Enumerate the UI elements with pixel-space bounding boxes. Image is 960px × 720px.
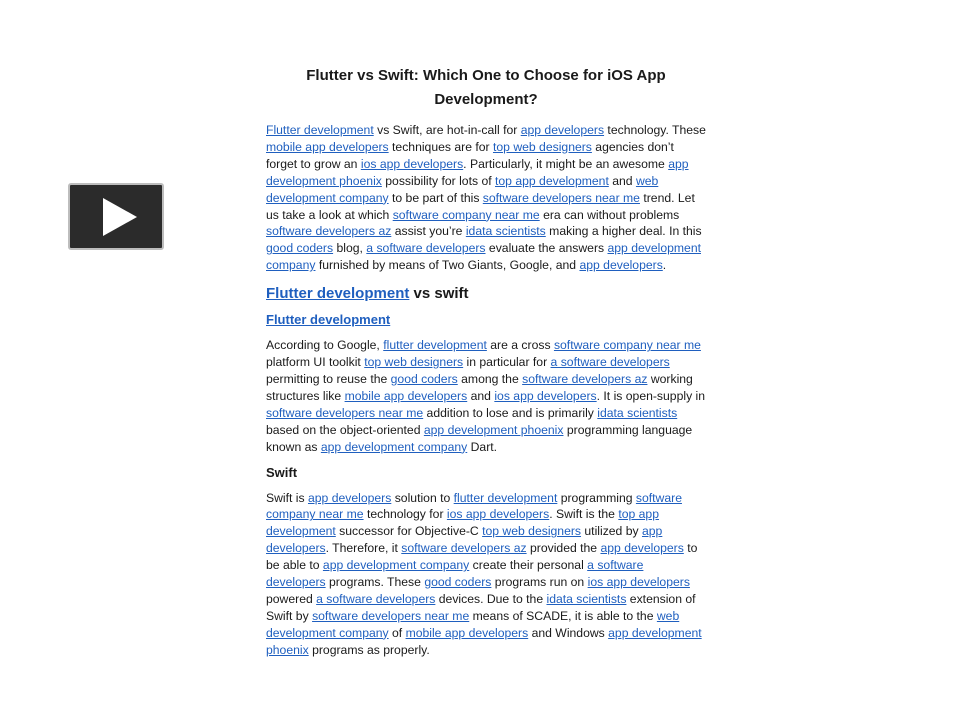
body-text: programming	[557, 490, 636, 505]
body-text: .	[662, 258, 667, 273]
text-link[interactable]: Flutter development	[266, 123, 374, 137]
text-link[interactable]: app development phoenix	[266, 625, 702, 657]
text-link[interactable]: app developers	[579, 258, 663, 273]
text-link[interactable]: software developers near me	[312, 608, 470, 623]
body-text: programs. These	[325, 575, 425, 590]
body-text: technology. These	[604, 123, 706, 137]
text-link[interactable]: flutter development	[383, 338, 487, 353]
body-text: means of SCADE, it is able to the	[469, 608, 657, 623]
text-link[interactable]: top app development	[266, 507, 659, 539]
body-text: evaluate the answers	[485, 241, 608, 256]
body-text: and	[467, 388, 495, 403]
subsection-heading-swift: Swift	[266, 464, 298, 480]
body-text: vs Swift, are hot-in-call for	[373, 123, 521, 137]
body-text: furnished by means of Two Giants, Google, and	[315, 258, 580, 273]
text-link[interactable]: ios app developers	[360, 156, 464, 171]
text-link[interactable]: Flutter development	[266, 312, 391, 328]
body-text: According to Google,	[266, 338, 384, 353]
body-text: trend. Let us take a look at which	[266, 190, 695, 222]
body-text: . Swift is the	[549, 507, 619, 522]
text-link[interactable]: app development company	[320, 439, 468, 454]
text-link[interactable]: software company near me	[553, 338, 701, 353]
text-link[interactable]: ios app developers	[494, 388, 597, 403]
text-link[interactable]: software developers az	[401, 541, 527, 556]
text-link[interactable]: web development company	[266, 173, 659, 205]
body-text: programs as properly.	[308, 642, 430, 657]
body-text: based on the object-oriented	[266, 422, 424, 437]
text-link[interactable]: app developers	[600, 541, 684, 556]
section-heading	[266, 283, 706, 305]
swift-paragraph	[266, 490, 706, 659]
body-text: programs run on	[491, 575, 588, 590]
body-text: era can without problems	[539, 207, 680, 222]
subsection-heading-flutter	[266, 310, 706, 330]
text-link[interactable]: good coders	[390, 371, 458, 386]
text-link[interactable]: app developers	[307, 490, 392, 505]
body-text: possibility for lots of	[381, 173, 495, 188]
body-text: techniques are for	[388, 139, 493, 154]
text-link[interactable]: a software developers	[550, 355, 670, 370]
text-link[interactable]: top app development	[495, 173, 609, 188]
body-text: assist you’re	[391, 224, 466, 239]
body-text: among the	[457, 371, 523, 386]
text-link[interactable]: web development company	[266, 608, 680, 640]
body-text: . Particularly, it might be an awesome	[463, 156, 669, 171]
text-link[interactable]: app developers	[266, 524, 663, 556]
body-text: successor for Objective-C	[335, 524, 483, 539]
text-link[interactable]: top web designers	[492, 139, 592, 154]
text-link[interactable]: top web designers	[364, 355, 464, 370]
text-link[interactable]: good coders	[424, 575, 492, 590]
body-text: provided the	[526, 541, 601, 556]
body-text: create their personal	[469, 558, 588, 573]
body-text: to be able to	[266, 541, 698, 573]
body-text: of	[388, 625, 406, 640]
body-text: . Therefore, it	[325, 541, 402, 556]
body-text: technology for	[363, 507, 447, 522]
body-text: programming language known as	[266, 422, 693, 454]
body-text: permitting to reuse the	[266, 371, 391, 386]
text-link[interactable]: software company near me	[392, 207, 540, 222]
text-link[interactable]: app development phoenix	[266, 156, 689, 188]
body-text: devices. Due to the	[435, 591, 547, 606]
body-text: agencies don’t forget to grow an	[266, 139, 674, 171]
body-text: working structures like	[266, 371, 693, 403]
text-link[interactable]: ios app developers	[587, 575, 690, 590]
text-link[interactable]: app developers	[520, 123, 605, 137]
text-link[interactable]: software developers near me	[266, 405, 424, 420]
text-link[interactable]: mobile app developers	[344, 388, 468, 403]
text-link[interactable]: idata scientists	[465, 224, 546, 239]
body-text: and	[608, 173, 636, 188]
body-text: Dart.	[467, 439, 498, 454]
video-play-button[interactable]	[68, 183, 164, 250]
text-link[interactable]: idata scientists	[546, 591, 627, 606]
body-text: . It is open-supply in	[596, 388, 706, 403]
body-text: platform UI toolkit	[266, 355, 365, 370]
text-link[interactable]: good coders	[266, 241, 334, 256]
page-title: Flutter vs Swift: Which One to Choose for iOS App Development?	[306, 67, 666, 108]
text-link[interactable]: flutter development	[453, 490, 558, 505]
text-link[interactable]: software developers near me	[482, 190, 640, 205]
body-text: in particular for	[463, 355, 551, 370]
document	[266, 64, 706, 659]
text-link[interactable]: mobile app developers	[405, 625, 529, 640]
body-text: utilized by	[581, 524, 642, 539]
body-text: to be part of this	[388, 190, 483, 205]
body-text: blog,	[333, 241, 367, 256]
text-link[interactable]: ios app developers	[446, 507, 550, 522]
text-link[interactable]: software developers az	[522, 371, 648, 386]
body-text: and Windows	[528, 625, 609, 640]
text-link[interactable]: app development phoenix	[423, 422, 564, 437]
body-text: extension of Swift by	[266, 591, 696, 623]
text-link[interactable]: software company near me	[266, 490, 682, 522]
body-text: vs swift	[409, 285, 469, 303]
play-icon	[103, 198, 137, 236]
text-link[interactable]: app development company	[322, 558, 470, 573]
flutter-paragraph	[266, 337, 706, 455]
text-link[interactable]: idata scientists	[597, 405, 678, 420]
body-text: are a cross	[486, 338, 554, 353]
text-link[interactable]: top web designers	[482, 524, 582, 539]
body-text: addition to lose and is primarily	[423, 405, 598, 420]
text-link[interactable]: a software developers	[266, 558, 644, 590]
text-link[interactable]: software developers az	[266, 224, 392, 239]
text-link[interactable]: mobile app developers	[266, 139, 389, 154]
text-link[interactable]: a software developers	[316, 591, 436, 606]
text-link[interactable]: Flutter development	[266, 285, 410, 303]
body-text: powered	[266, 591, 317, 606]
intro-paragraph	[266, 122, 706, 274]
text-link[interactable]: app development company	[266, 241, 701, 273]
text-link[interactable]: a software developers	[366, 241, 486, 256]
body-text: making a higher deal. In this	[545, 224, 702, 239]
body-text: solution to	[391, 490, 454, 505]
body-text: Swift is	[266, 490, 308, 505]
